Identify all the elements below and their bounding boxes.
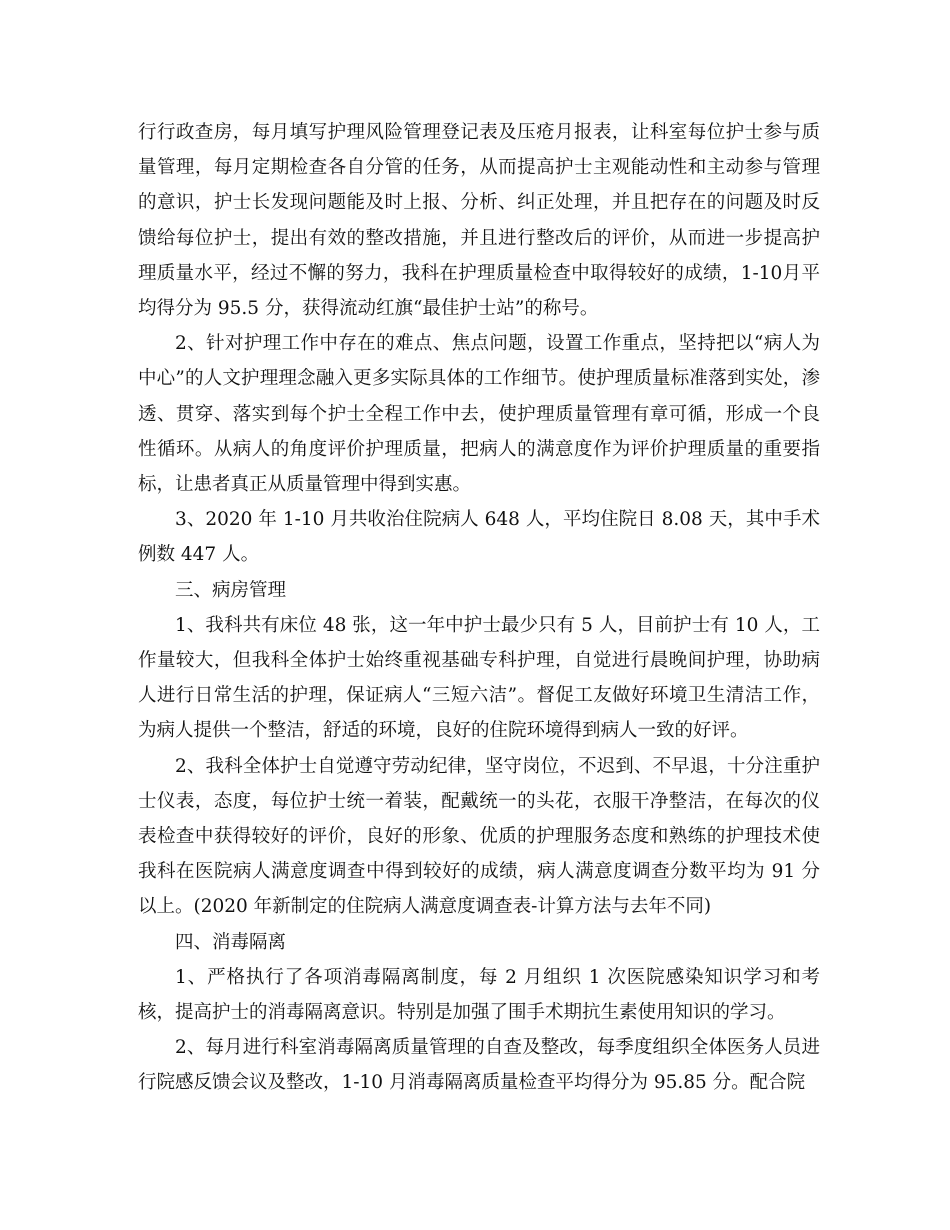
paragraph-disinfection-item-2: 2、每月进行科室消毒隔离质量管理的自查及整改，每季度组织全体医务人员进行院感反馈会议及整改，1-10 月消毒隔离质量检查平均得分为 95.85 分。配合院 <box>138 1037 820 1094</box>
paragraph-continuation: 行行政查房，每月填写护理风险管理登记表及压疮月报表，让科室每位护士参与质量管理，每月定期检查各自分管的任务，从而提高护士主观能动性和主动参与管理的意识，护士长发现问题能及时上报、分析、纠正处理，并且把存在的问题及时反馈给每位护士，提出有效的整改措施，并且进行整改后的评价，从而进一步提高护理质量水平，经过不懈的努力，我科在护理质量检查中取得较好的成绩，1-10月平均得分为 95.5 分，获得流动红旗“最佳护士站”的称号。 <box>138 122 820 320</box>
section-heading-ward-management: 三、病房管理 <box>175 579 287 601</box>
paragraph-disinfection-item-1: 1、严格执行了各项消毒隔离制度，每 2 月组织 1 次医院感染知识学习和考核，提高护士的消毒隔离意识。特别是加强了围手术期抗生素使用知识的学习。 <box>138 966 820 1024</box>
paragraph-ward-item-2: 2、我科全体护士自觉遵守劳动纪律，坚守岗位，不迟到、不早退，十分注重护士仪表，态度，每位护士统一着装，配戴统一的头花，衣服干净整洁，在每次的仪表检查中获得较好的评价，良好的形象、优质的护理服务态度和熟练的护理技术使我科在医院病人满意度调查中得到较好的成绩，病人满意度调查分数平均为 91 分以上。(2020 年新制定的住院病人满意度调查表-计算方法与去年不同) <box>138 755 820 918</box>
section-heading-disinfection: 四、消毒隔离 <box>175 931 287 953</box>
paragraph-ward-item-1: 1、我科共有床位 48 张，这一年中护士最少只有 5 人，目前护士有 10 人，工作量较大，但我科全体护士始终重视基础专科护理，自觉进行晨晚间护理，协助病人进行日常生活的护理，保证病人“三短六洁”。督促工友做好环境卫生清洁工作，为病人提供一个整洁，舒适的环境，良好的住院环境得到病人一致的好评。 <box>138 614 820 742</box>
paragraph-item-2: 2、针对护理工作中存在的难点、焦点问题，设置工作重点，坚持把以“病人为中心”的人文护理理念融入更多实际具体的工作细节。使护理质量标准落到实处，渗透、贯穿、落实到每个护士全程工作中去，使护理质量管理有章可循，形成一个良性循环。从病人的角度评价护理质量，把病人的满意度作为评价护理质量的重要指标，让患者真正从质量管理中得到实惠。 <box>138 333 820 496</box>
paragraph-item-3: 3、2020 年 1-10 月共收治住院病人 648 人，平均住院日 8.08 天，其中手术例数 447 人。 <box>138 509 820 566</box>
document-body <box>138 115 820 1101</box>
